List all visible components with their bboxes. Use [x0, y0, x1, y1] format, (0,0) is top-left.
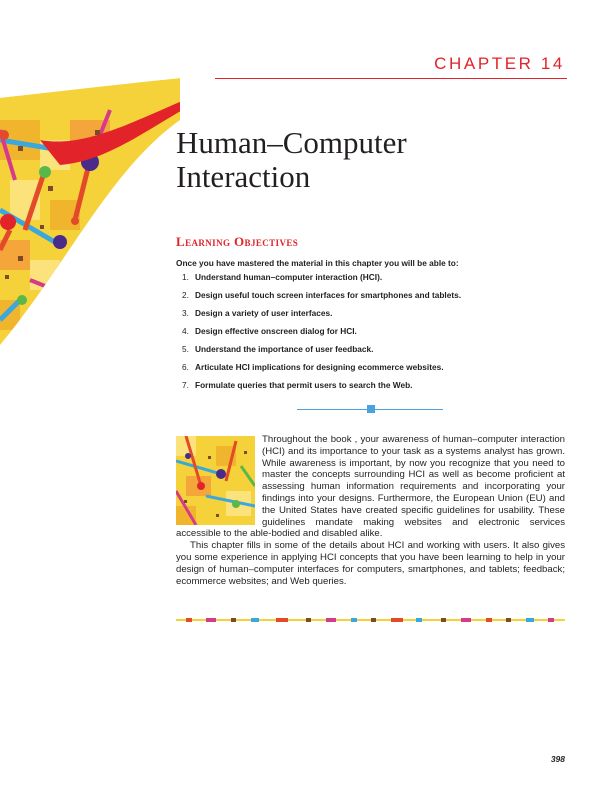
objective-number: 6.	[182, 362, 189, 372]
section-divider-right	[375, 409, 443, 410]
objective-text: Articulate HCI implications for designing ecommerce websites.	[195, 362, 444, 372]
page-number: 398	[550, 754, 565, 764]
chapter-title-line1: Human–Computer	[176, 125, 407, 160]
objective-number: 4.	[182, 326, 189, 336]
objective-text: Understand the importance of user feedback.	[195, 344, 374, 354]
objective-item	[182, 381, 461, 399]
objective-item	[182, 309, 461, 327]
intro-body	[176, 434, 565, 587]
objective-item	[182, 291, 461, 309]
objective-number: 1.	[182, 272, 189, 282]
decorative-strip	[176, 617, 565, 623]
objective-item	[182, 363, 461, 381]
learning-objectives-list	[182, 273, 461, 399]
objective-text: Design useful touch screen interfaces for smartphones and tablets.	[195, 290, 462, 300]
objective-item	[182, 327, 461, 345]
objective-text: Understand human–computer interaction (HCI).	[195, 272, 383, 282]
objective-item	[182, 273, 461, 291]
objective-text: Design a variety of user interfaces.	[195, 308, 333, 318]
chapter-title-line2: Interaction	[176, 159, 311, 194]
intro-paragraph-2: This chapter fills in some of the details about HCI and working with users. It also gives you some experience in applying HCI concepts that you have been learning to help in your design of human–computer interfaces for computers, smartphones, and tablets; feedback; ecommerce websites; and Web queries.	[176, 540, 565, 587]
objective-item	[182, 345, 461, 363]
objective-number: 3.	[182, 308, 189, 318]
objective-text: Formulate queries that permit users to search the Web.	[195, 380, 413, 390]
chapter-corner-artwork	[0, 0, 180, 360]
intro-paragraph-1: Throughout the book , your awareness of human–computer interaction (HCI) and its importance to your task as a systems analyst has grown. While awareness is important, by now you recognize that you need to master the concepts surrounding HCI as well as become proficient at assessing human information requirements and incorporating your findings into your designs. Furthermore, the European Union (EU) and the United States have created specific guidelines for usability. These guidelines mandate making websites and electronic services accessible to the able-bodied and disabled alike.	[176, 434, 565, 540]
chapter-title	[176, 126, 556, 194]
section-divider-marker	[367, 405, 375, 413]
objective-text: Design effective onscreen dialog for HCI.	[195, 326, 357, 336]
chapter-label: CHAPTER 14	[434, 54, 565, 73]
objective-number: 7.	[182, 380, 189, 390]
objective-number: 5.	[182, 344, 189, 354]
learning-objectives-heading: Learning Objectives	[176, 234, 299, 249]
objective-number: 2.	[182, 290, 189, 300]
chapter-rule	[215, 78, 567, 79]
thumbnail-spacer	[176, 434, 262, 524]
section-divider-left	[297, 409, 367, 410]
learning-objectives-intro: Once you have mastered the material in this chapter you will be able to:	[176, 258, 459, 268]
